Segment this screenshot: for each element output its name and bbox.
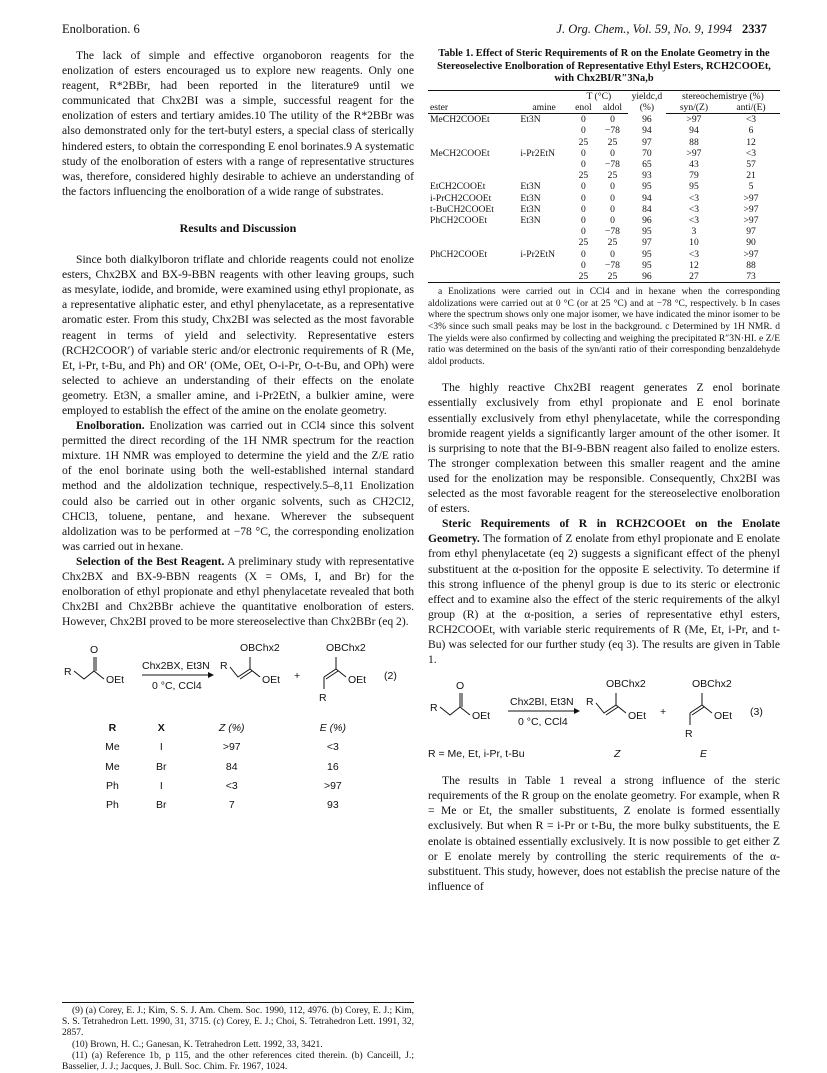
table-1-cell: 73: [722, 271, 780, 283]
table-1-cell: 3: [691, 226, 697, 238]
table-1-notes-text: a Enolizations were carried out in CCl4 and in hexane when the corresponding aldolizations were carried out at 0 °C (or at 25 °C) and at −78 °C, respectively. b In cases where the spectrum shows only one major isomer, we have indicated the minor isomer to be <3% since such small peaks may be lost in the background. c Determined by 1H NMR. d The yields were also confirmed by collecting and weighing the precipitated R″3N·HI. e Z/E ratio was determined on the basis of the syn/anti ratio of their corresponding benzaldehyde aldol products.: [428, 287, 780, 367]
table-1-cell: [428, 159, 518, 170]
journal-citation: J. Org. Chem., Vol. 59, No. 9, 1994: [556, 22, 732, 36]
table-1-cell: 25: [578, 170, 589, 182]
right-column: [428, 48, 780, 894]
table-1-cell: [518, 237, 569, 248]
table-1-cell: 25: [597, 271, 628, 283]
eq3-e-label: E: [700, 748, 708, 761]
table-1-cell: [518, 260, 569, 271]
table-1-cell: 25: [607, 237, 618, 249]
table-1-body: [428, 114, 780, 283]
table-1-header-row-1: [428, 90, 780, 102]
footnote-references: [62, 1002, 414, 1073]
table-1-cell: 94: [689, 125, 699, 137]
table-1-row: [428, 170, 780, 181]
table-1-cell: Et3N: [520, 215, 541, 227]
eq2-cell: Me: [105, 760, 120, 773]
eq2-reagent-bottom: 0 °C, CCl4: [152, 680, 202, 693]
table-1-cell: 0: [581, 125, 586, 137]
eq2-row: [84, 738, 384, 757]
eq3-ester-o: O: [456, 680, 465, 693]
table-1-cell: 93: [642, 170, 652, 182]
table-1-cell: 0: [581, 215, 586, 227]
table-1-cell: EtCH2COOEt: [430, 181, 486, 193]
table-1-cell: 0: [581, 159, 586, 170]
table-1-cell: <3: [745, 114, 757, 126]
eq2-cell: I: [159, 741, 163, 754]
table-1-cell: 57: [746, 159, 756, 170]
eq2-number: (2): [384, 670, 397, 683]
table-1-cell: 90: [746, 237, 756, 249]
table-1-cell: 95: [642, 248, 652, 260]
table-1-cell: 25: [578, 136, 589, 148]
eq2-cell: 16: [327, 760, 339, 773]
eq2-col-r: R: [108, 722, 117, 735]
eq3-plus: +: [660, 706, 667, 719]
table-1-cell: −78: [604, 226, 620, 238]
eq2-ester-oet: OEt: [106, 674, 125, 687]
table-1-row: [428, 193, 780, 204]
table-1-row: [428, 159, 780, 170]
table-1-cell: 96: [642, 215, 652, 227]
right-paragraph-1: The highly reactive Chx2BI reagent generates Z enol borinate essentially exclusively from ethyl propionate and E enol borinate essentially exclusively from ethyl phenylacetate, while the corresponding bromide reagent yields a significantly larger amount of the other isomer. It is surprising to note that the BI-9-BBN reagent also failed to enolize esters. The stronger complexation between this smaller reagent and the amine used for the enolization may be responsible. Consequently, Chx2BI was selected as the most favorable reagent for the stereoselective enolboration of esters.: [428, 381, 780, 516]
table-1-cell: 5: [748, 181, 754, 193]
table-1-header-row-2: [428, 102, 780, 114]
table-1-cell: 0: [610, 203, 615, 215]
eq2-e-r: R: [319, 692, 327, 705]
table-1-cell: −78: [604, 125, 620, 137]
eq2-cell: Me: [105, 741, 120, 754]
table-1-cell: i-PrCH2COOEt: [430, 192, 492, 204]
table-1-cell: <3: [745, 147, 757, 159]
reagent-selection-text: A preliminary study with representative Chx2BX and BX-9-BBN reagents (X = OMs, I, and Br) for the enolboration of ethyl propionate and ethyl phenylacetate revealed that both Chx2BI and Chx2BBr achieve the quantitative enolboration of esters. However, Chx2BI proved to be more stereoselective than Chx2BBr (eq 2).: [62, 554, 414, 629]
table-1-row: [428, 125, 780, 136]
table-header-temp: T (°C): [570, 90, 628, 102]
eq2-e-oet: OEt: [348, 674, 367, 687]
table-1-cell: i-Pr2EtN: [520, 147, 556, 159]
table-1-cell: 12: [746, 136, 756, 148]
table-1-cell: −78: [604, 259, 620, 271]
page-number: 2337: [742, 22, 767, 36]
table-1-cell: Et3N: [520, 181, 541, 193]
reagent-selection-runin: Selection of the Best Reagent.: [76, 554, 225, 568]
eq2-row: [84, 758, 384, 777]
eq3-z-obchx2: OBChx2: [606, 678, 646, 691]
table-header-enol: enol: [570, 102, 597, 114]
table-1-cell: >97: [743, 203, 759, 215]
table-1-cell: 0: [581, 114, 586, 126]
table-1-cell: 25: [607, 170, 618, 182]
table-1-cell: PhCH2COOEt: [430, 215, 488, 227]
table-1-cell: 0: [581, 181, 586, 193]
eq2-cell: >97: [323, 779, 342, 792]
eq3-ester-r: R: [430, 702, 438, 715]
table-1-cell: MeCH2COOEt: [430, 114, 490, 126]
enolboration-paragraph: [62, 418, 414, 554]
table-1-cell: 0: [581, 147, 586, 159]
table-1-cell: [518, 137, 569, 148]
eq2-plus: +: [294, 670, 301, 683]
table-1-cell: 12: [689, 259, 699, 271]
table-1-cell: 95: [689, 181, 699, 193]
table-1-cell: 96: [642, 113, 652, 125]
table-1-cell: 97: [746, 226, 756, 238]
table-header-stereo: stereochemistrye (%): [666, 90, 780, 102]
table-header-yield: yieldc,d (%): [628, 90, 666, 113]
table-1-cell: t-BuCH2COOEt: [430, 203, 494, 215]
table-1-row: [428, 215, 780, 226]
eq3-e-r: R: [685, 728, 693, 741]
eq2-col-z: Z (%): [218, 722, 245, 735]
table-1-cell: 88: [689, 136, 699, 148]
table-1-cell: 0: [581, 226, 586, 238]
eq2-ester-r: R: [64, 666, 72, 679]
table-1-cell: 27: [666, 271, 722, 283]
table-1-cell: [518, 125, 569, 136]
table-1-cell: 25: [570, 271, 597, 283]
table-1-cell: 0: [610, 248, 615, 260]
table-header-blank: [428, 90, 518, 102]
table-1-cell: 6: [748, 125, 754, 137]
table-1-cell: <3: [688, 192, 700, 204]
table-1-cell: >97: [743, 192, 759, 204]
eq3-number: (3): [750, 706, 763, 719]
table-1-cell: 0: [581, 248, 586, 260]
steric-text: The formation of Z enolate from ethyl propionate and E enolate from ethyl phenylacetate (eq 2) suggests a significant effect of the phenyl substituent at the α-position for the opposite E selectivity. To determine if this strong influence of the phenyl group is due to its steric or electronic effect and to examine also the effect of the steric requirements of the alkyl group (R) at the α-position, a series of representative ethyl esters, RCH2COOEt, with variable steric requirements of R (Me, Et, i-Pr, and t-Bu) was selected for our further study (eq 3). The results are given in Table 1.: [428, 532, 780, 667]
eq2-cell: Br: [156, 798, 167, 811]
eq3-reagent-top: Chx2BI, Et3N: [510, 696, 574, 709]
table-1-cell: PhCH2COOEt: [430, 248, 488, 260]
table-1-cell: [428, 237, 518, 248]
intro-paragraph: The lack of simple and effective organoboron reagents for the enolization of esters encouraged us to explore new reagents. Only one reagent, R*2BBr, had been reported in the literature9 until we communicated that Chx2BI was a simple, successful reagent for the enolization of esters and tertiary amides.10 The utility of the R*2BBr was also demonstrated only for the tert-butyl esters, a special class of sterically hindered esters, to obtain the corresponding E enol borinates.9 A systematic study of the enolboration of esters with a range of representative structures was, therefore, considered highly desirable to achieve an understanding of the factors influencing the enolboration of a wide range of substrates.: [62, 49, 414, 198]
eq2-row: [84, 777, 384, 796]
table-1-cell: 25: [607, 136, 618, 148]
table-header-blank: [518, 90, 569, 102]
table-1-cell: [518, 226, 569, 237]
table-header-anti: anti/(E): [722, 102, 780, 114]
reagent-selection-paragraph: [62, 554, 414, 629]
table-header-syn: syn/(Z): [666, 102, 722, 114]
ester-skeleton: [74, 671, 104, 679]
ester-skeleton: [440, 707, 470, 715]
eq2-cell: 93: [327, 798, 339, 811]
eq2-col-e: E (%): [319, 722, 346, 735]
table-1-cell: 43: [689, 159, 699, 170]
table-1-cell: 0: [610, 215, 615, 227]
table-1-cell: 79: [689, 170, 699, 182]
running-head-left: Enolboration. 6: [62, 22, 140, 36]
table-1-row: [428, 260, 780, 271]
table-1-cell: 0: [610, 147, 615, 159]
eq3-r-definition: R = Me, Et, i-Pr, t-Bu: [428, 748, 525, 761]
table-1-cell: 94: [642, 125, 652, 137]
table-1-cell: 0: [610, 181, 615, 193]
table-1-cell: 10: [689, 237, 699, 249]
eq2-z-oet: OEt: [262, 674, 281, 687]
table-1-cell: >97: [686, 147, 702, 159]
steric-paragraph: [428, 516, 780, 667]
eq3-e-obchx2: OBChx2: [692, 678, 732, 691]
eq3-z-r: R: [586, 696, 594, 709]
table-1-cell: MeCH2COOEt: [430, 147, 490, 159]
eq2-z-r: R: [220, 660, 228, 673]
table-1-cell: 0: [610, 114, 615, 126]
eq2-cell: >97: [222, 741, 241, 754]
eq2-row: [84, 796, 384, 815]
table-1-cell: i-Pr2EtN: [520, 248, 556, 260]
table-1-row: [428, 137, 780, 148]
table-1-cell: 95: [642, 259, 652, 271]
eq2-cell: Ph: [106, 798, 119, 811]
table-1-row: [428, 271, 780, 283]
eq2-z-obchx2: OBChx2: [240, 642, 280, 655]
eq2-col-x: X: [157, 722, 165, 735]
eq2-cell: Br: [156, 760, 167, 773]
equation-3-scheme: [428, 673, 780, 765]
table-1-cell: 0: [581, 259, 586, 271]
table-1-cell: 96: [628, 271, 666, 283]
eq2-header-row: [84, 719, 384, 738]
table-1-cell: 95: [642, 181, 652, 193]
reference-11: (11) (a) Reference 1b, p 115, and the other references cited therein. (b) Canceill, J.; Basselier, J. J.; Jacques, J. Bull. Soc. Chim. Fr. 1967, 1024.: [62, 1050, 414, 1073]
table-1-cell: <3: [688, 215, 700, 227]
equation-2-results: [84, 719, 384, 814]
table-1-cell: [428, 226, 518, 237]
running-head-right: [556, 22, 767, 37]
enolboration-text: Enolization was carried out in CCl4 since this solvent permitted the direct recording of the 1H NMR spectrum for the reaction mixture. 1H NMR was employed to determine the yield and the Z/E ratio of the enol borinate using both the well-established internal standard method and the aldolization technique, respectively.5–8,11 Enolization could also be carried out in other organic solvents, such as CH2Cl2, CHCl3, toluene, pentane, and hexane. Wherever the subsequent aldolization was to be performed at −78 °C, the corresponding enolization was carried out in hexane.: [62, 419, 414, 553]
table-1-cell: 84: [642, 203, 652, 215]
table-1-cell: −78: [604, 159, 620, 170]
table-1-cell: [518, 159, 569, 170]
table-1-caption: Table 1. Effect of Steric Requirements of R on the Enolate Geometry in the Stereoselective Enolboration of Representative Ethyl Esters, RCH2COOEt, with Chx2BI/R″3Na,b: [437, 48, 771, 85]
table-1-cell: 70: [642, 147, 652, 159]
table-header-amine: amine: [518, 102, 569, 114]
eq2-cell: <3: [225, 779, 238, 792]
table-1-row: [428, 204, 780, 215]
eq2-e-obchx2: OBChx2: [326, 642, 366, 655]
table-1-cell: [518, 170, 569, 181]
eq3-e-oet: OEt: [714, 710, 733, 723]
eq2-cell: 84: [225, 760, 238, 773]
enolboration-runin: Enolboration.: [76, 419, 145, 433]
eq2-ester-o: O: [90, 644, 99, 657]
steric-runin: Steric Requirements of R in RCH2COOEt on the Enolate Geometry.: [428, 517, 780, 546]
left-column: [62, 48, 414, 815]
table-1-cell: 95: [642, 226, 652, 238]
eq2-cell: 7: [228, 798, 235, 811]
table-1-footnotes: [428, 287, 780, 368]
right-paragraph-3: The results in Table 1 reveal a strong influence of the steric requirements of the R group on the enolate geometry. For example, when R = Me or Et, the smaller substituents, Z enolate is formed essentially exclusively. But when R = i-Pr or t-Bu, the more bulky substituents, the E enolate is obtained essentially exclusively. It is now possible to get either Z or E enolate merely by controlling the steric requirements of the α-substituent. This study, however, does not establish the precise nature of the influence of: [428, 774, 780, 893]
eq3-z-label: Z: [614, 748, 621, 761]
table-1-row: [428, 181, 780, 192]
eq2-reagent-top: Chx2BX, Et3N: [142, 660, 210, 673]
eq3-z-oet: OEt: [628, 710, 647, 723]
reaction-arrowhead: [574, 708, 580, 714]
table-1-row: [428, 114, 780, 126]
eq3-reagent-bottom: 0 °C, CCl4: [518, 716, 568, 729]
eq3-ester-oet: OEt: [472, 710, 491, 723]
table-1-cell: 97: [642, 136, 652, 148]
table-1-cell: 94: [642, 192, 652, 204]
table-1-cell: [428, 271, 518, 283]
table-1-cell: <3: [688, 203, 700, 215]
eq2-cell: Ph: [106, 779, 119, 792]
table-1-cell: Et3N: [520, 192, 541, 204]
table-1-row: [428, 226, 780, 237]
equation-2-scheme: [62, 637, 414, 719]
eq2-cell: I: [159, 779, 163, 792]
table-1-cell: [428, 125, 518, 136]
table-1-cell: >97: [686, 114, 702, 126]
table-1-cell: <3: [688, 248, 700, 260]
table-1-row: [428, 249, 780, 260]
table-1-cell: 97: [642, 237, 652, 249]
table-1-cell: 21: [746, 170, 756, 182]
table-1: [428, 90, 780, 283]
table-1-cell: [428, 170, 518, 181]
reference-10: (10) Brown, H. C.; Ganesan, K. Tetrahedron Lett. 1992, 33, 3421.: [72, 1039, 323, 1050]
table-1-cell: >97: [743, 215, 759, 227]
section-heading: Results and Discussion: [179, 220, 297, 235]
results-paragraph: Since both dialkylboron triflate and chloride reagents could not enolize esters, Chx2BX and BX-9-BBN reagents with other leaving groups, such as mesylate, iodide, and bromide, were examined using ethyl propionate, as a representative aliphatic ester, and ethyl phenylacetate, as a representative aromatic ester. From this study, Chx2BI was selected as the most favorable reagent in terms of yield and selectivity. Representative esters (RCH2COOR′) of variable steric and/or electronic requirements of R (Me, Et, i-Pr, t-Bu, and Ph) and OR′ (OMe, OEt, O-i-Pr, O-t-Bu, and OPh) were selected to achieve an understanding of their effects on the enolate geometry. Et3N, a smaller amine, and i-Pr2EtN, a bulkier amine, were employed to establish the effect of the amine on the enolate geometry.: [62, 253, 414, 417]
table-1-cell: >97: [743, 248, 759, 260]
table-1-cell: [428, 137, 518, 148]
table-1-row: [428, 148, 780, 159]
table-1-cell: 25: [578, 237, 589, 249]
table-1-cell: [518, 271, 569, 283]
table-1-row: [428, 237, 780, 248]
table-1-cell: Et3N: [520, 114, 541, 126]
table-1-cell: 0: [581, 192, 586, 204]
table-1-cell: [428, 260, 518, 271]
table-header-ester: ester: [428, 102, 518, 114]
eq2-cell: <3: [326, 741, 339, 754]
table-1-cell: 0: [610, 192, 615, 204]
table-1-cell: 88: [746, 259, 756, 271]
table-1-cell: Et3N: [520, 203, 541, 215]
table-1-cell: 0: [581, 203, 586, 215]
reference-9: (9) (a) Corey, E. J.; Kim, S. S. J. Am. Chem. Soc. 1990, 112, 4976. (b) Corey, E. J.; Kim, S. S. Tetrahedron Lett. 1990, 31, 3715. (c) Corey, E. J.; Choi, S. Tetrahedron Lett. 1991, 32, 2857.: [62, 1006, 414, 1039]
table-1-cell: 65: [642, 159, 652, 170]
table-header-aldol: aldol: [597, 102, 628, 114]
